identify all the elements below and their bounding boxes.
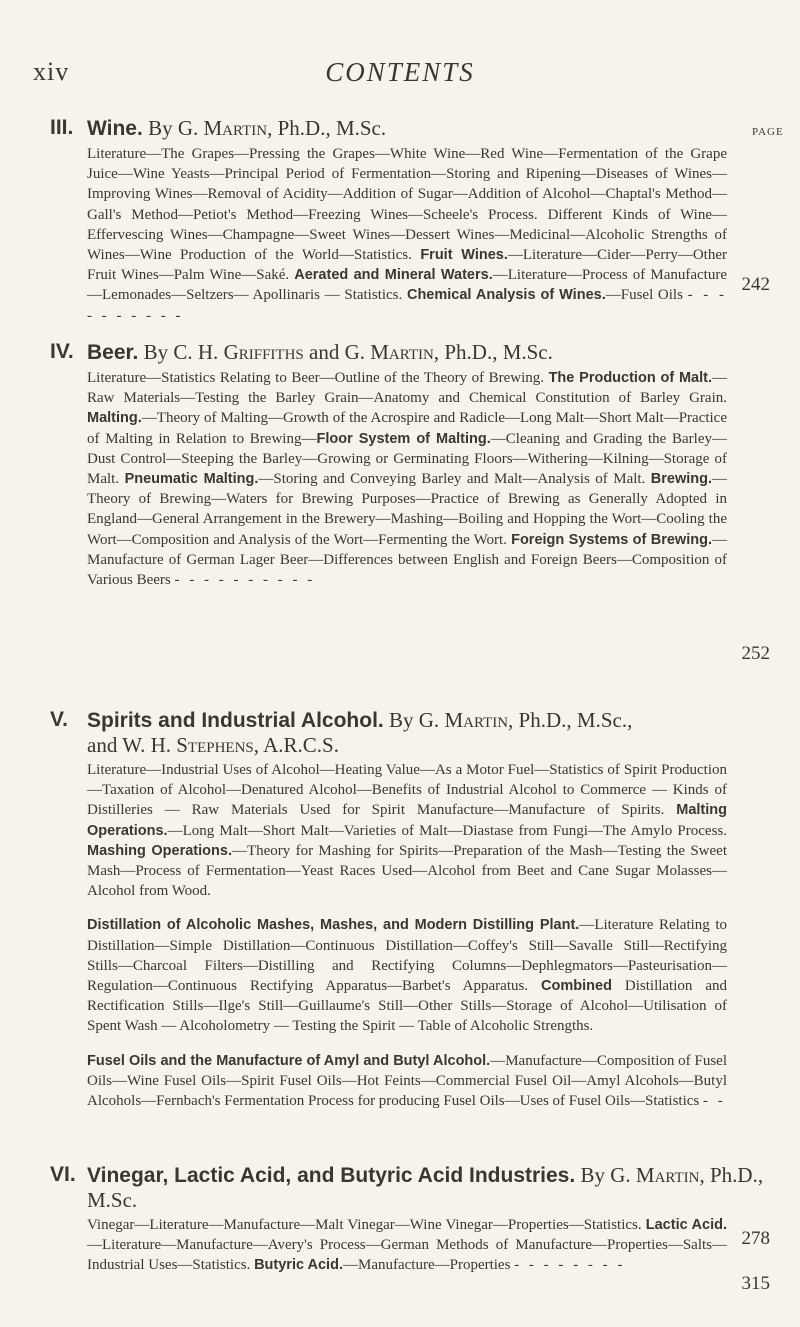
- chapter-iv: [50, 340, 770, 664]
- chapter-contents: Literature—Industrial Uses of Alcohol—Heating Value—As a Motor Fuel—Statistics of Spirit Production—Taxation of Alcohol—Denatured Alcohol—Benefits of Industrial Alcohol to Commerce — Kinds of Distilleries — Raw Materials Used for Spirit Manufacture—Manufacture of Spirits. Malting Operations.—Long Malt—Short Malt—Varieties of Malt—Diastase from Fungi—The Amylo Process. Mashing Operations.—Theory for Mashing for Spirits—Preparation of the Mash—Testing the Sweet Mash—Process of Fermentation—Yeast Races Used—Alcohol from Beet and Cane Sugar Molasses—Alcohol from Wood.: [87, 762, 728, 900]
- dot-leader: - - - - - - - -: [514, 1257, 626, 1274]
- chapter-contents: Vinegar—Literature—Manufacture—Malt Vinegar—Wine Vinegar—Properties—Statistics. Lactic Acid.—Literature—Manufacture—Avery's Process—German Methods of Manufacture—Properties—Salts—Industrial Uses—Statistics. Butyric Acid.—Manufacture—Properties - - - - - - - -: [87, 1217, 727, 1274]
- page-ref: 278: [741, 1228, 770, 1249]
- chapter-title: Vinegar, Lactic Acid, and Butyric Acid Industries.: [87, 1164, 576, 1187]
- chapter-heading: [50, 340, 770, 365]
- byline: By G. Martin, Ph.D., M.Sc.: [87, 1163, 764, 1212]
- byline: By G. Martin, Ph.D., M.Sc., and W. H. Stephens, A.R.C.S.: [87, 708, 633, 757]
- dot-leader: - - - - - - - - - -: [174, 572, 316, 589]
- byline: By G. Martin, Ph.D., M.Sc.: [148, 116, 387, 140]
- running-head: CONTENTS: [325, 57, 475, 87]
- chapter-contents: Literature—The Grapes—Pressing the Grapes—White Wine—Red Wine—Fermentation of the Grape Juice—Wine Yeasts—Principal Period of Fermentation—Storing and Ripening—Diseases of Wines—Improving Wines—Removal of Acidity—Addition of Sugar—Addition of Alcohol—Chaptal's Method—Gall's Method—Petiot's Method—Freezing Wines—Scheele's Process. Different Kinds of Wine—Effervescing Wines—Champagne—Sweet Wines—Dessert Wines—Medicinal—Alcoholic Strengths of Wines—Wine Production of the World—Statistics. Fruit Wines.—Literature—Cider—Perry—Other Fruit Wines—Palm Wine—Saké. Aerated and Mineral Waters.—Literature—Process of Manufacture—Lemonades—Seltzers— Apollinaris — Statistics. Chemical Analysis of Wines.—Fusel Oils - - - - - - - - - -: [87, 146, 727, 324]
- dot-leader: - - - - - - - - - -: [87, 287, 727, 324]
- byline: By C. H. Griffiths and G. Martin, Ph.D., M.Sc.: [143, 340, 553, 364]
- page-ref: 252: [741, 643, 770, 664]
- dot-leader: - -: [702, 1093, 726, 1110]
- chapter-numeral: III.: [50, 116, 74, 139]
- chapter-contents: Fusel Oils and the Manufacture of Amyl and Butyl Alcohol.—Manufacture—Composition of Fusel Oils—Wine Fusel Oils—Spirit Fusel Oils—Hot Feints—Commercial Fusel Oil—Amyl Alcohols—Butyl Alcohols—Fernbach's Fermentation Process for producing Fusel Oils—Uses of Fusel Oils—Statistics - -: [87, 1052, 728, 1110]
- chapter-numeral: VI.: [50, 1163, 76, 1186]
- chapter-title: Spirits and Industrial Alcohol.: [87, 709, 384, 732]
- chapter-vi: [50, 1163, 770, 1294]
- chapter-title: Wine.: [87, 117, 143, 140]
- chapter-numeral: V.: [50, 708, 68, 731]
- chapter-heading: [50, 1163, 770, 1212]
- page-ref: 242: [741, 274, 770, 295]
- page-column-label: PAGE: [752, 126, 784, 138]
- chapter-contents: Literature—Statistics Relating to Beer—Outline of the Theory of Brewing. The Production of Malt.—Raw Materials—Testing the Barley Grain—Anatomy and Chemical Constitution of Barley Grain. Malting.—Theory of Malting—Growth of the Acrospire and Radicle—Long Malt—Short Malt—Practice of Malting in Relation to Brewing—Floor System of Malting.—Cleaning and Grading the Barley—Dust Control—Steeping the Barley—Growing or Germinating Floors—Withering—Kilning—Storage of Malt. Pneumatic Malting.—Storing and Conveying Barley and Malt—Analysis of Malt. Brewing.—Theory of Brewing—Waters for Brewing Purposes—Practice of Brewing as Generally Adopted in England—General Arrangement in the Brewery—Mashing—Boiling and Hopping the Wort—Cooling the Wort—Composition and Analysis of the Wort—Fermenting the Wort. Foreign Systems of Brewing.—Manufacture of German Lager Beer—Differences between English and Foreign Beers—Composition of Various Beers - - - - - - - - - -: [87, 370, 728, 589]
- chapter-heading: [50, 116, 770, 141]
- chapter-contents: Distillation of Alcoholic Mashes, Mashes, and Modern Distilling Plant.—Literature Relating to Distillation—Simple Distillation—Continuous Distillation—Coffey's Still—Savalle Still—Rectifying Stills—Charcoal Filters—Distilling and Rectifying Columns—Dephlegmators—Pasteurisation—Regulation—Continuous Rectifying Apparatus—Barbet's Apparatus. Combined Distillation and Rectification Stills—Ilge's Still—Guillaume's Still—Other Stills—Storage of Alcohol—Utilisation of Spent Wash — Alcoholometry — Testing the Spirit — Table of Alcoholic Strengths.: [87, 917, 727, 1035]
- page-number: xiv: [33, 57, 70, 86]
- chapter-heading: [50, 708, 770, 757]
- page-ref: 315: [741, 1273, 770, 1294]
- chapter-numeral: IV.: [50, 340, 74, 363]
- chapter-title: Beer.: [87, 341, 139, 364]
- chapter-iii: [50, 116, 770, 326]
